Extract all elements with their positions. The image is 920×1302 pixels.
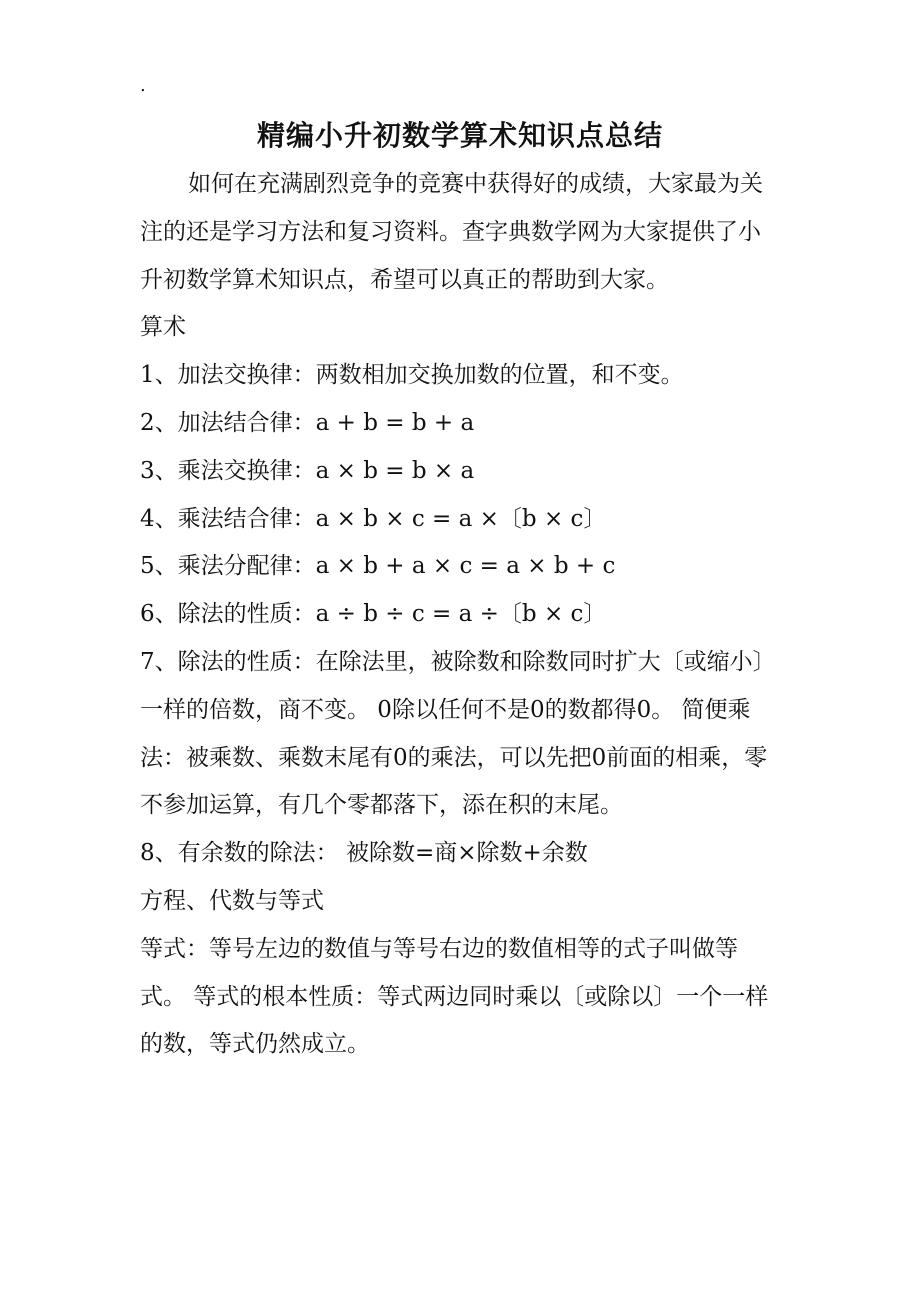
section-heading-equations: 方程、代数与等式 (140, 887, 324, 914)
rule-item: 8、有余数的除法： 被除数=商×除数+余数 (140, 840, 588, 867)
rule-item: 7、除法的性质：在除法里，被除数和除数同时扩大〔或缩小〕一样的倍数，商不变。 0除以任何不是0的数都得0。 简便乘法：被乘数、乘数末尾有0的乘法，可以先把0前面的相乘，零不参加运算，有几个零都落下，添在积的末尾。 (140, 648, 776, 819)
rule-item: 1、加法交换律：两数相加交换加数的位置，和不变。 (140, 362, 684, 389)
page-title: 精编小升初数学算术知识点总结 (256, 119, 663, 152)
section-heading-arithmetic: 算术 (140, 314, 186, 341)
document-body (140, 161, 780, 1069)
rule-item: 6、除法的性质：a ÷ b ÷ c = a ÷〔b × c〕 (140, 601, 607, 628)
intro-paragraph: 如何在充满剧烈竞争的竞赛中获得好的成绩，大家最为关注的还是学习方法和复习资料。查字典数学网为大家提供了小升初数学算术知识点，希望可以真正的帮助到大家。 (140, 171, 763, 293)
rule-item: 2、加法结合律：a + b = b + a (140, 409, 475, 436)
rule-item: 5、乘法分配律：a × b + a × c = a × b + c (140, 553, 616, 580)
equation-paragraph: 等式：等号左边的数值与等号右边的数值相等的式子叫做等式。 等式的根本性质：等式两边同时乘以〔或除以〕一个一样的数，等式仍然成立。 (140, 935, 769, 1058)
corner-mark: . (140, 75, 146, 96)
rule-item: 4、乘法结合律：a × b × c = a ×〔b × c〕 (140, 505, 607, 532)
rule-item: 3、乘法交换律：a × b = b × a (140, 457, 475, 484)
